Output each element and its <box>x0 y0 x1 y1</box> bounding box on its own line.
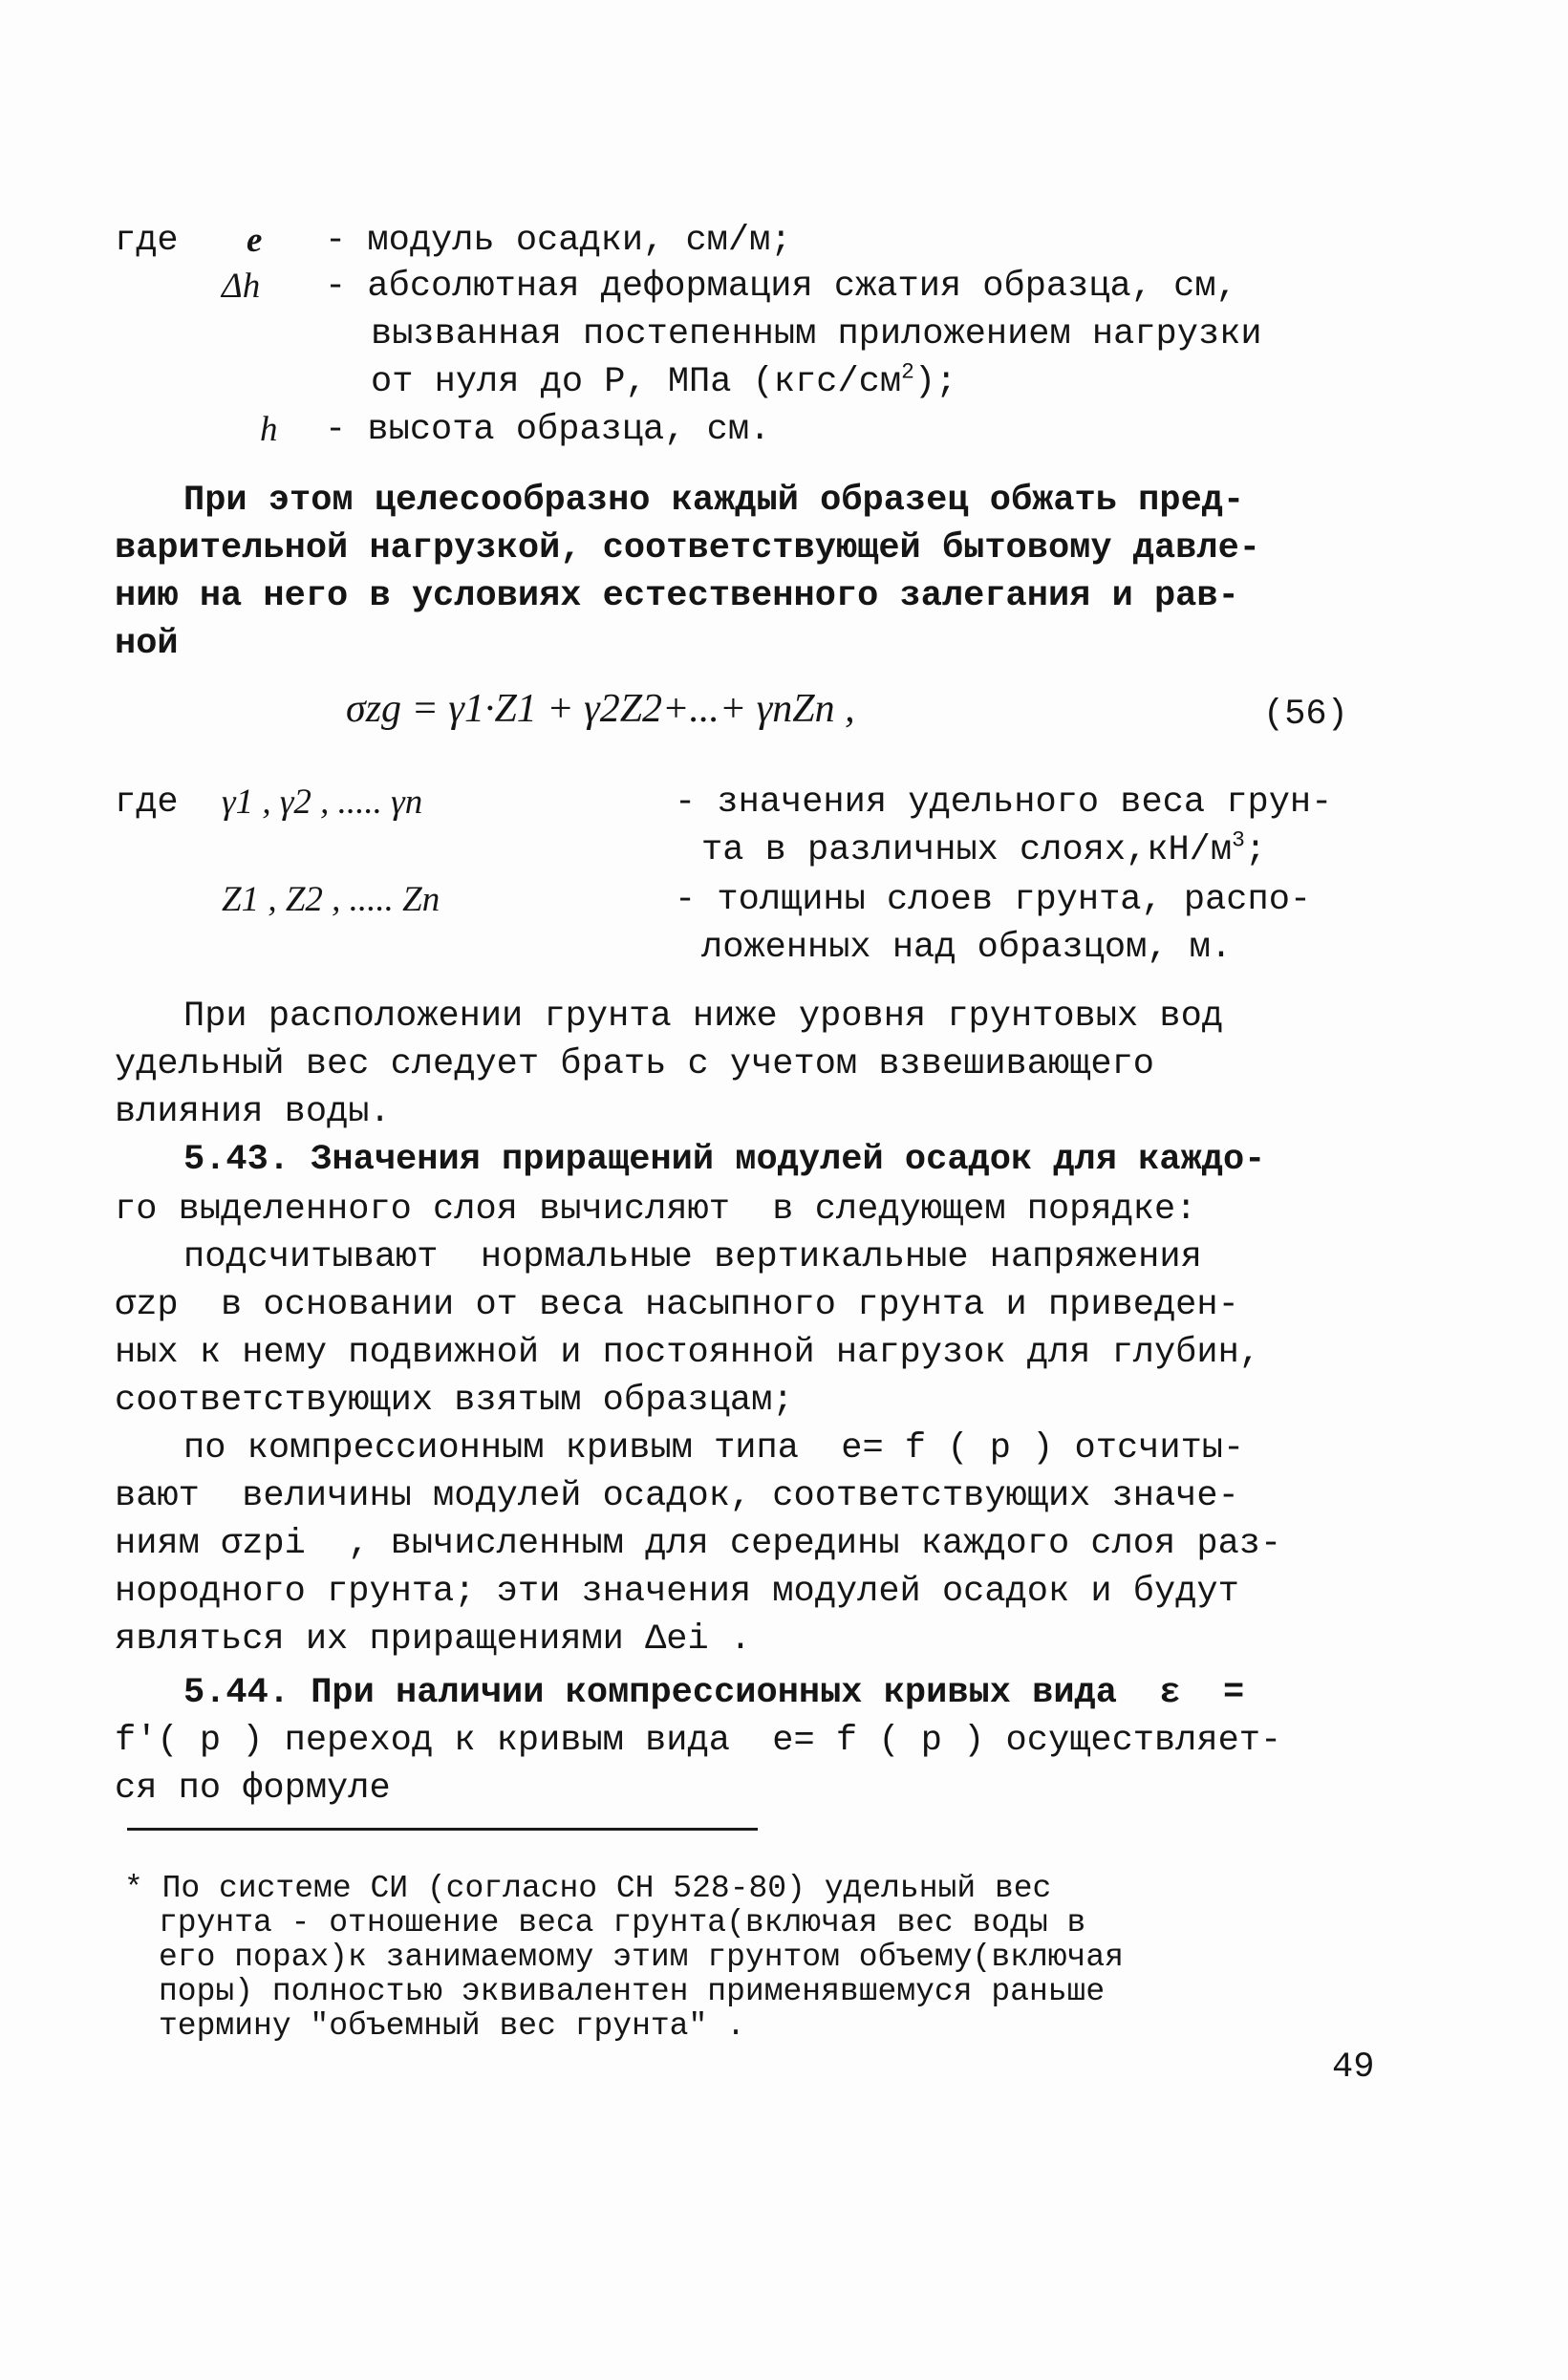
para-544-line-1: 5.44. При наличии компрессионных кривых вида ε = <box>183 1673 1245 1713</box>
para-2-line-1: При расположении грунта ниже уровня грунтовых вод <box>183 997 1223 1037</box>
para-543-line-8: вают величины модулей осадок, соответствующих значе- <box>115 1476 1239 1516</box>
footnote-line-4: поры) полностью эквивалентен применявшемуся раньше <box>159 1974 1106 2009</box>
para-543-line-5: ных к нему подвижной и постоянной нагрузок для глубин, <box>115 1333 1260 1373</box>
symbol-e: e <box>247 221 263 260</box>
para-543-line-2: го выделенного слоя вычисляют в следующем порядке: <box>115 1190 1197 1230</box>
symbol-dh: Δh <box>222 267 261 306</box>
para-543-line-1: 5.43. Значения приращений модулей осадок для каждо- <box>183 1140 1266 1180</box>
superscript-2: 2 <box>901 359 914 385</box>
para-543-line-9: ниям σzpi , вычисленным для середины каждого слоя раз- <box>115 1524 1282 1564</box>
formula-56: σzg = γ1·Z1 + γ2Z2+...+ γnZn , <box>346 687 855 731</box>
para-543-line-3: подсчитывают нормальные вертикальные напряжения <box>183 1237 1202 1277</box>
para-543-line-11: являться их приращениями Δei . <box>115 1619 752 1660</box>
para-1-line-2: варительной нагрузкой, соответствующей бытовому давле- <box>115 528 1260 568</box>
para-543-line-4: σzp в основании от веса насыпного грунта и приведен- <box>115 1285 1239 1325</box>
definition-e: - модуль осадки, см/м; <box>325 221 792 261</box>
definition-z-line-1: - толщины слоев грунта, распо- <box>675 880 1312 920</box>
definition-gamma-line-2 <box>701 827 1266 873</box>
para-543-line-10: нородного грунта; эти значения модулей осадок и будут <box>115 1572 1239 1612</box>
definition-z-line-2: ложенных над образцом, м. <box>701 928 1233 968</box>
symbols-z: Z1 , Z2 , ..... Zn <box>222 880 440 919</box>
definition-gamma-line-2-end: ; <box>1244 830 1267 870</box>
symbols-gamma: γ1 , γ2 , ..... γn <box>222 783 423 822</box>
para-543-line-7: по компрессионным кривым типа e= f ( p ) отсчиты- <box>183 1428 1245 1469</box>
footnote-divider <box>127 1828 758 1831</box>
definition-dh-line-3-end: ); <box>913 362 957 402</box>
symbol-h: h <box>260 410 278 449</box>
para-543-line-6: соответствующих взятым образцам; <box>115 1381 794 1421</box>
para-1-line-1: При этом целесообразно каждый образец обжать пред- <box>183 481 1245 521</box>
footnote-line-5: термину "объемный вес грунта" . <box>159 2008 745 2044</box>
para-2-line-3: влияния воды. <box>115 1092 391 1132</box>
footnote-line-1: * По системе СИ (согласно СН 528-80) удельный вес <box>124 1871 1052 1906</box>
superscript-3: 3 <box>1232 827 1245 853</box>
formula-56-number: (56) <box>1263 695 1348 735</box>
definition-dh-line-3-text: от нуля до P, МПа (кгс/см <box>371 362 902 402</box>
definition-gamma-line-2-text: та в различных слоях,кН/м <box>701 830 1233 870</box>
para-1-line-3: нию на него в условиях естественного залегания и рав- <box>115 576 1239 616</box>
definition-dh-line-3 <box>371 359 956 405</box>
definition-dh-line-2: вызванная постепенным приложением нагрузки <box>371 314 1262 354</box>
para-2-line-2: удельный вес следует брать с учетом взвешивающего <box>115 1044 1154 1084</box>
footnote-line-2: грунта - отношение веса грунта(включая вес воды в <box>159 1905 1086 1940</box>
where-label-2: где <box>115 783 179 823</box>
definition-gamma-line-1: - значения удельного веса грун- <box>675 783 1333 823</box>
where-label: где <box>115 221 179 261</box>
definition-dh-line-1: - абсолютная деформация сжатия образца, см, <box>325 267 1237 307</box>
para-544-line-2: f′( p ) переход к кривым вида e= f ( p ) осуществляет- <box>115 1721 1282 1761</box>
para-544-line-3: ся по формуле <box>115 1769 391 1809</box>
page-number: 49 <box>1332 2048 1375 2088</box>
para-1-line-4: ной <box>115 624 179 664</box>
footnote-line-3: его порах)к занимаемому этим грунтом объему(включая <box>159 1940 1124 1975</box>
definition-h: - высота образца, см. <box>325 410 771 450</box>
